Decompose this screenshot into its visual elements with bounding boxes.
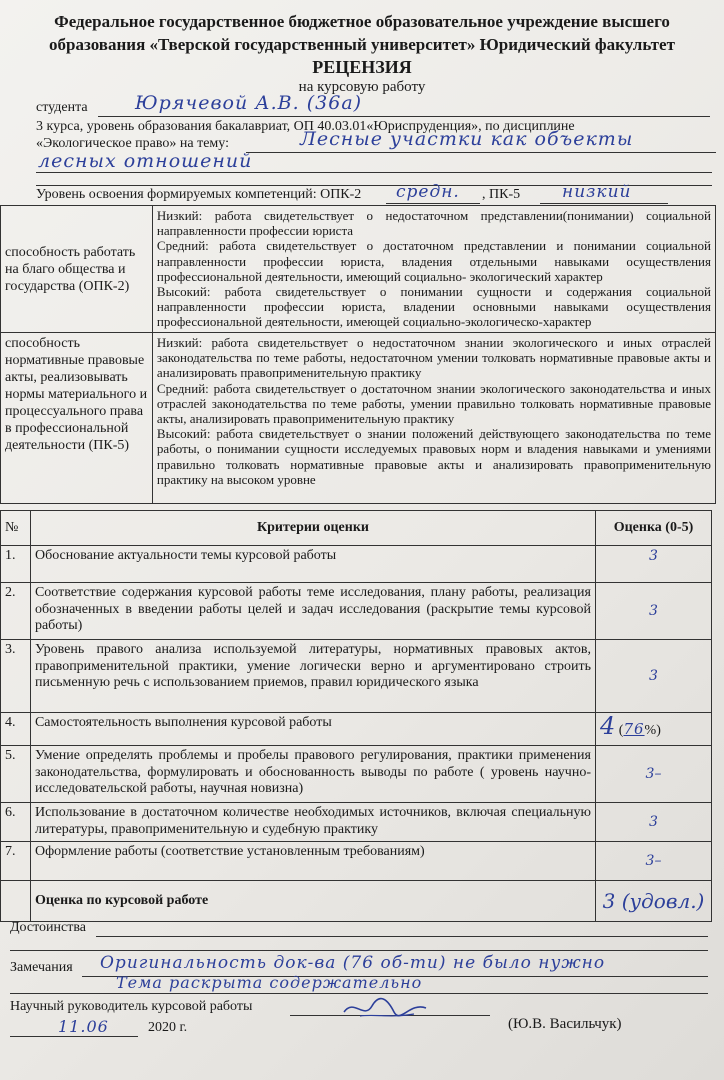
signature <box>340 994 430 1022</box>
col-num-header: № <box>1 511 31 546</box>
competence-name: способность нормативные правовые акты, реализовывать нормы материального и процессуального права в профессиональной деятельности (ПК-5) <box>1 333 153 504</box>
remarks-text-2: Тема раскрыта содержательно <box>116 973 423 992</box>
opk2-underline <box>386 203 480 204</box>
competence-table <box>0 205 716 504</box>
level-high: Высокий: работа свидетельствует о понимании сущности и содержания социальной направленности профессии юриста, владении основными навыками осуществления профессиональной деятельности, имеющей социально-экологическо-характер <box>156 284 711 330</box>
row-text: Умение определять проблемы и пробелы правового регулирования, практики применения законодательства, формулировать и обоснованность выводы по работе ( уровень научно-исследовательской работы, научная новизна) <box>30 746 595 803</box>
year: 2020 г. <box>148 1020 188 1035</box>
criteria-total-row <box>1 881 712 922</box>
row-text: Уровень правого анализа используемой литературы, нормативных правовых актов, правоприменительной практики, умение логически верно и аргументировано строить письменную речь с использованием приемов, правил юридического языка <box>30 640 595 713</box>
total-label: Оценка по курсовой работе <box>30 881 595 922</box>
score-value: 4 <box>599 712 616 741</box>
row-score: 3 <box>595 640 711 713</box>
student-underline <box>98 116 710 117</box>
row-num: 5. <box>1 746 31 803</box>
supervisor-name: (Ю.В. Васильчук) <box>508 1016 622 1032</box>
supervisor-label: Научный руководитель курсовой работы <box>10 999 253 1014</box>
topic-underline-2 <box>36 172 712 173</box>
competence-description <box>152 206 715 333</box>
percent-open: ( <box>618 723 624 739</box>
student-course-line: 3 курса, уровень образования бакалавриат, ОП 40.03.01«Юриспруденция», по дисциплине <box>36 119 575 134</box>
row-score: 3 <box>595 546 711 583</box>
criteria-header-row <box>1 511 712 546</box>
level-low: Низкий: работа свидетельствует о недостаточном знании экологического и иных отраслей законодательства по теме работы, недостаточном умении толковать нормативные правовые акты и анализировать правоприменительную практику <box>156 335 711 381</box>
col-criteria-header: Критерии оценки <box>30 511 595 546</box>
row-num: 1. <box>1 546 31 583</box>
row-score: 3– <box>595 842 711 881</box>
row-text: Соответствие содержания курсовой работы теме исследования, плану работы, реализация обозначенных в введении работы целей и задач исследования (раскрытие темы курсовой работы) <box>30 583 595 640</box>
row-text: Обоснование актуальности темы курсовой работы <box>30 546 595 583</box>
merits-underline <box>96 936 708 937</box>
header-line-2: образования «Тверской государственный университет» Юридический факультет <box>49 35 675 54</box>
header-line-1: Федеральное государственное бюджетное образовательное учреждение высшего <box>54 12 670 31</box>
merits-underline-2 <box>10 950 708 951</box>
merits-label: Достоинства <box>10 920 87 935</box>
document-title: РЕЦЕНЗИЯ <box>312 57 412 77</box>
criteria-row <box>1 583 712 640</box>
criteria-table <box>0 510 712 922</box>
pk5-underline <box>540 203 668 204</box>
remarks-text-1: Оригинальность док-ва (76 об-ти) не было нужно <box>100 953 606 973</box>
criteria-row <box>1 842 712 881</box>
level-mid: Средний: работа свидетельствует о достаточном знании экологического законодательства и иных отраслей законодательства по теме работы, умении правильно толковать нормативные правовые акты, анализировать правоприменительную практику <box>156 380 711 427</box>
level-high: Высокий: работа свидетельствует о знании положений действующего законодательства по теме работы, о понимании сущности исследуемых правовых норм и владения навыками и умениями правильно толковать нормативные правовые акты и анализировать правоприменительную практику на высоком уровне <box>156 426 711 487</box>
criteria-row <box>1 713 712 746</box>
row-score: 3 <box>595 803 711 842</box>
row-score: 3– <box>595 746 711 803</box>
competence-description <box>152 333 715 504</box>
row-text: Самостоятельность выполнения курсовой работы <box>30 713 595 746</box>
date-underline <box>10 1036 138 1037</box>
row-num: 3. <box>1 640 31 713</box>
criteria-row <box>1 546 712 583</box>
row-num: 7. <box>1 842 31 881</box>
topic-text-2: лесных отношений <box>38 150 253 172</box>
competence-name: способность работать на благо общества и государства (ОПК-2) <box>1 206 153 333</box>
row-num: 6. <box>1 803 31 842</box>
row-text: Оформление работы (соответствие установленным требованиям) <box>30 842 595 881</box>
student-label: студента <box>36 100 88 115</box>
topic-text-1: Лесные участки как объекты <box>300 128 634 150</box>
topic-label: «Экологическое право» на тему: <box>36 136 229 151</box>
row-num: 4. <box>1 713 31 746</box>
criteria-row <box>1 803 712 842</box>
pk5-value: низкий <box>562 182 632 202</box>
col-score-header: Оценка (0-5) <box>595 511 711 546</box>
competence-label: Уровень освоения формируемых компетенций: ОПК-2 <box>36 187 362 202</box>
percent-value: 76 <box>623 720 645 739</box>
row-text: Использование в достаточном количестве необходимых источников, включая специальную литературы, правоприменительную и судебную практику <box>30 803 595 842</box>
row-score: 3 <box>595 583 711 640</box>
topic-underline-1 <box>246 152 716 153</box>
total-score: 3 (удовл.) <box>595 881 711 922</box>
document-subtitle: на курсовую работу <box>298 79 426 95</box>
opk2-value: средн. <box>396 182 460 202</box>
student-name: Юрячевой А.В. (36а) <box>135 92 363 114</box>
level-mid: Средний: работа свидетельствует о достаточном представлении и понимании социальной направленности профессии юриста, владения отдельными навыками осуществления профессиональной деятельности, имеющий социально- экологический характер <box>156 238 711 284</box>
row-score <box>595 713 711 746</box>
pk5-label: , ПК-5 <box>482 187 521 202</box>
competence-row <box>1 206 716 333</box>
percent-close: %) <box>644 723 661 739</box>
row-num: 2. <box>1 583 31 640</box>
remarks-label: Замечания <box>10 960 73 975</box>
level-low: Низкий: работа свидетельствует о недостаточном представлении(понимании) социальной направленности профессии юриста <box>156 208 711 239</box>
criteria-row <box>1 640 712 713</box>
criteria-row <box>1 746 712 803</box>
competence-row <box>1 333 716 504</box>
date-value: 11.06 <box>58 1017 109 1036</box>
